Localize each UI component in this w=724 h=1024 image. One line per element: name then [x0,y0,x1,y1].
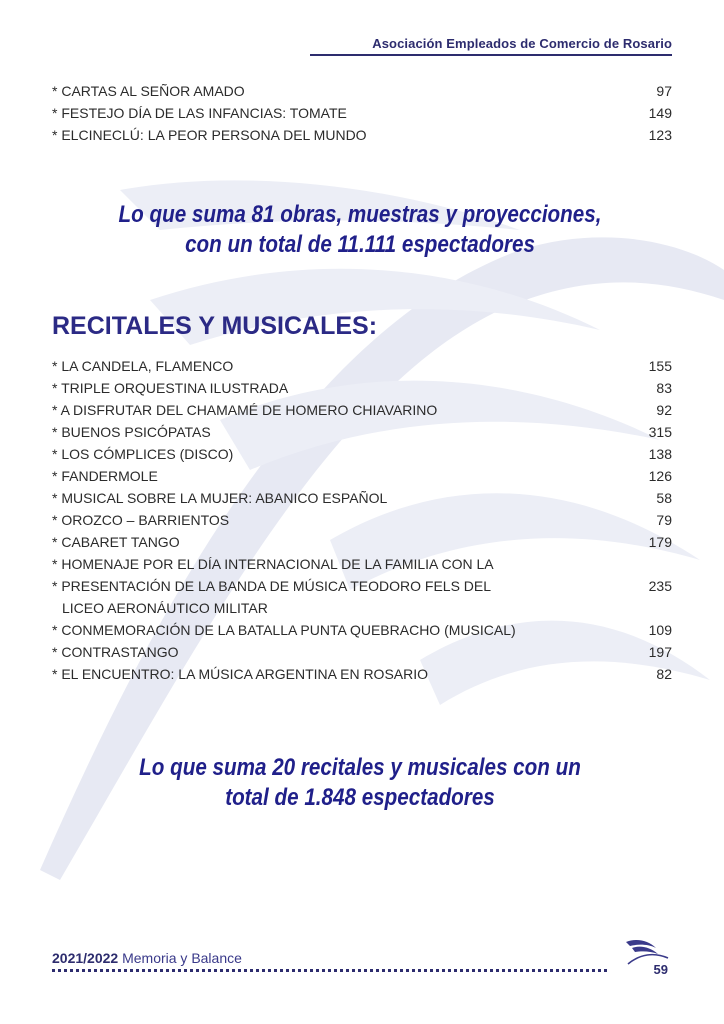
list-item [52,377,672,399]
list-item [52,124,672,146]
item-value: 92 [656,402,672,418]
list-item [52,663,672,685]
list-item [52,531,672,553]
item-label: * PRESENTACIÓN DE LA BANDA DE MÚSICA TEODORO FELS DEL [52,578,492,594]
item-label: * CONMEMORACIÓN DE LA BATALLA PUNTA QUEBRACHO (MUSICAL) [52,622,516,638]
item-label: * FANDERMOLE [52,468,158,484]
item-value: 58 [656,490,672,506]
section-title: RECITALES Y MUSICALES: [52,312,378,340]
item-value: 149 [648,105,672,121]
item-label: * LA CANDELA, FLAMENCO [52,358,234,374]
item-label: * BUENOS PSICÓPATAS [52,424,211,440]
item-value: 83 [656,380,672,396]
footer-dotted-rule [52,969,607,972]
item-label: * LOS CÓMPLICES (DISCO) [52,446,234,462]
summary-line: total de 1.848 espectadores [225,784,495,811]
item-value: 235 [648,578,672,594]
page-footer [52,950,672,990]
list-item [52,509,672,531]
list-item [52,465,672,487]
footer-label: Memoria y Balance [122,950,242,966]
header-rule [310,54,672,56]
item-label: * CABARET TANGO [52,534,180,550]
item-label: * MUSICAL SOBRE LA MUJER: ABANICO ESPAÑOL [52,490,388,506]
item-label: * TRIPLE ORQUESTINA ILUSTRADA [52,380,289,396]
header-title: Asociación Empleados de Comercio de Rosario [372,36,672,51]
list-item-continuation [52,597,672,619]
list-item [52,399,672,421]
item-label: * HOMENAJE POR EL DÍA INTERNACIONAL DE LA FAMILIA CON LA [52,556,494,572]
recitales-list [52,355,672,685]
list-item [52,80,672,102]
list-item [52,641,672,663]
item-value: 138 [648,446,672,462]
item-label: LICEO AERONÁUTICO MILITAR [62,600,268,616]
item-label: * CARTAS AL SEÑOR AMADO [52,83,245,99]
summary-recitales [85,753,635,813]
item-value: 126 [648,468,672,484]
list-item [52,553,672,575]
summary-line: Lo que suma 20 recitales y musicales con un [139,754,581,781]
summary-line: Lo que suma 81 obras, muestras y proyecciones, [118,201,602,228]
page-header [0,30,724,58]
item-value: 82 [656,666,672,682]
list-item [52,575,672,597]
item-label: * CONTRASTANGO [52,644,179,660]
top-list [52,80,672,146]
summary-line: con un total de 11.111 espectadores [185,231,535,258]
footer-year: 2021/2022 [52,950,119,966]
list-item [52,487,672,509]
item-value: 97 [656,83,672,99]
item-value: 123 [648,127,672,143]
item-value: 109 [648,622,672,638]
item-value: 179 [648,534,672,550]
item-value: 155 [648,358,672,374]
item-value: 197 [648,644,672,660]
list-item [52,355,672,377]
item-label: * A DISFRUTAR DEL CHAMAMÉ DE HOMERO CHIAVARINO [52,402,438,418]
summary-obras [85,200,635,260]
footer-text [52,950,242,966]
item-label: * OROZCO – BARRIENTOS [52,512,230,528]
list-item [52,619,672,641]
item-label: * FESTEJO DÍA DE LAS INFANCIAS: TOMATE [52,105,347,121]
list-item [52,102,672,124]
item-label: * EL ENCUENTRO: LA MÚSICA ARGENTINA EN ROSARIO [52,666,429,682]
item-value: 79 [656,512,672,528]
page-number: 59 [653,962,668,977]
item-label: * ELCINECLÚ: LA PEOR PERSONA DEL MUNDO [52,127,367,143]
list-item [52,421,672,443]
item-value: 315 [648,424,672,440]
list-item [52,443,672,465]
